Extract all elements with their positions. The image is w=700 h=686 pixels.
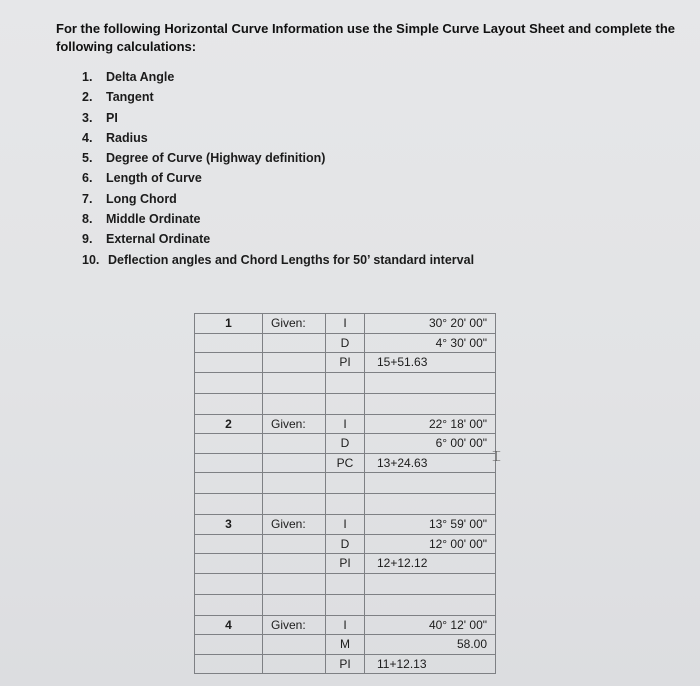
task-text: Radius <box>106 130 148 145</box>
table-cell <box>365 494 496 515</box>
given-symbol: I <box>326 615 365 635</box>
task-number: 4. <box>82 130 93 145</box>
task-text: Degree of Curve (Highway definition) <box>106 151 326 166</box>
text-cursor-icon: ⌶ <box>492 447 502 465</box>
task-list <box>82 67 474 270</box>
table-row <box>195 353 496 373</box>
table-cell <box>195 353 263 373</box>
given-symbol: PI <box>326 554 365 574</box>
table-row <box>195 333 496 353</box>
task-number: 1. <box>82 70 93 84</box>
table-cell <box>263 333 326 353</box>
given-value: 30° 20' 00" <box>365 314 496 334</box>
table-cell <box>263 393 326 414</box>
problem-number: 4 <box>195 615 263 635</box>
table-spacer-row <box>195 594 496 615</box>
task-item <box>82 108 474 128</box>
table-cell <box>195 393 263 414</box>
given-label: Given: <box>263 414 326 434</box>
table-cell <box>263 635 326 655</box>
given-label: Given: <box>263 615 326 635</box>
table-cell <box>263 573 326 594</box>
given-value: 13+24.63 <box>365 453 496 473</box>
table-cell <box>326 372 365 393</box>
table-cell <box>263 353 326 373</box>
task-text: Tangent <box>106 90 154 105</box>
table-cell <box>195 635 263 655</box>
table-cell <box>195 534 263 554</box>
table-row <box>195 635 496 655</box>
task-item <box>82 168 474 188</box>
task-text: Deflection angles and Chord Lengths for 50’ standard interval <box>108 252 475 267</box>
table-cell <box>195 372 263 393</box>
table-cell <box>365 573 496 594</box>
curve-data-table <box>194 313 496 674</box>
table-cell <box>263 434 326 454</box>
task-item <box>82 87 474 107</box>
table-cell <box>365 473 496 494</box>
table-spacer-row <box>195 393 496 414</box>
given-value: 4° 30' 00" <box>365 333 496 353</box>
given-symbol: D <box>326 534 365 554</box>
table-cell <box>195 434 263 454</box>
table-cell <box>195 473 263 494</box>
given-symbol: D <box>326 333 365 353</box>
problem-number: 2 <box>195 414 263 434</box>
given-label: Given: <box>263 515 326 535</box>
table-cell <box>263 473 326 494</box>
table-row <box>195 654 496 674</box>
table-row <box>195 534 496 554</box>
task-number: 10. <box>82 252 100 267</box>
table-cell <box>263 654 326 674</box>
given-label: Given: <box>263 314 326 334</box>
given-value: 11+12.13 <box>365 654 496 674</box>
table-cell <box>195 594 263 615</box>
problem-number: 3 <box>195 515 263 535</box>
given-value: 15+51.63 <box>365 353 496 373</box>
table-row <box>195 615 496 635</box>
table-cell <box>365 372 496 393</box>
given-value: 12° 00' 00" <box>365 534 496 554</box>
table-row <box>195 453 496 473</box>
task-number: 5. <box>82 151 93 166</box>
task-text: Long Chord <box>106 191 177 206</box>
table-cell <box>195 654 263 674</box>
table-cell <box>365 393 496 414</box>
table-cell <box>326 494 365 515</box>
table-cell <box>263 554 326 574</box>
table-cell <box>263 594 326 615</box>
given-value: 58.00 <box>365 635 496 655</box>
task-item <box>82 128 474 148</box>
task-text: External Ordinate <box>106 232 211 247</box>
table-row <box>195 515 496 535</box>
table-row <box>195 434 496 454</box>
given-symbol: I <box>326 314 365 334</box>
task-number: 9. <box>82 232 93 247</box>
task-number: 7. <box>82 191 93 206</box>
task-number: 2. <box>82 90 93 105</box>
given-value: 22° 18' 00" <box>365 414 496 434</box>
task-item <box>82 229 474 249</box>
table-spacer-row <box>195 372 496 393</box>
table-cell <box>263 494 326 515</box>
table-row <box>195 414 496 434</box>
given-symbol: PC <box>326 453 365 473</box>
table-cell <box>195 453 263 473</box>
table-cell <box>263 372 326 393</box>
task-item <box>82 148 474 168</box>
table-cell <box>326 393 365 414</box>
table-cell <box>326 594 365 615</box>
given-value: 13° 59' 00" <box>365 515 496 535</box>
task-item <box>82 209 474 229</box>
task-text: Delta Angle <box>106 70 175 84</box>
table-spacer-row <box>195 494 496 515</box>
given-symbol: PI <box>326 654 365 674</box>
table-cell <box>263 534 326 554</box>
problem-number: 1 <box>195 314 263 334</box>
table-cell <box>263 453 326 473</box>
instructions-text: For the following Horizontal Curve Information use the Simple Curve Layout Sheet and complete the following calculations: <box>56 21 676 54</box>
given-symbol: I <box>326 515 365 535</box>
task-text: Length of Curve <box>106 171 202 186</box>
table-cell <box>326 573 365 594</box>
table-cell <box>195 554 263 574</box>
table-row <box>195 314 496 334</box>
table-spacer-row <box>195 573 496 594</box>
task-item <box>82 250 474 270</box>
table-row <box>195 554 496 574</box>
given-symbol: PI <box>326 353 365 373</box>
table-cell <box>195 494 263 515</box>
table-cell <box>195 573 263 594</box>
given-value: 6° 00' 00" <box>365 434 496 454</box>
table-cell <box>326 473 365 494</box>
given-symbol: D <box>326 434 365 454</box>
given-value: 12+12.12 <box>365 554 496 574</box>
task-item <box>82 189 474 209</box>
task-number: 3. <box>82 110 93 125</box>
given-value: 40° 12' 00" <box>365 615 496 635</box>
task-text: Middle Ordinate <box>106 212 201 227</box>
task-item <box>82 67 474 87</box>
table-spacer-row <box>195 473 496 494</box>
table-cell <box>195 333 263 353</box>
task-number: 8. <box>82 212 93 227</box>
table-cell <box>365 594 496 615</box>
task-text: PI <box>106 110 118 125</box>
task-number: 6. <box>82 171 93 186</box>
given-symbol: I <box>326 414 365 434</box>
given-symbol: M <box>326 635 365 655</box>
